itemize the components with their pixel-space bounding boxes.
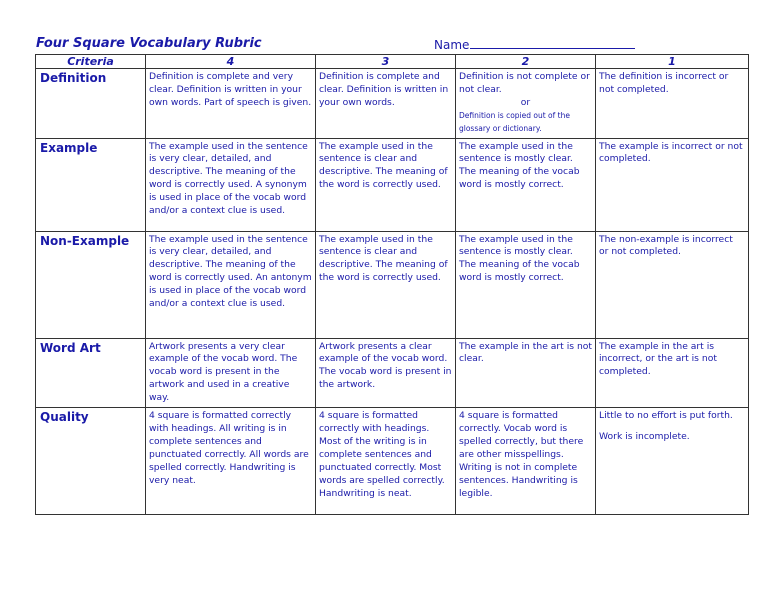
table-row <box>36 138 749 231</box>
criteria-cell: Example <box>36 138 146 231</box>
score-1-text-2: Work is incomplete. <box>599 430 690 442</box>
score-4-cell: The example used in the sentence is very clear, detailed, and descriptive. The meaning of the word is correctly used. An antonym is used in place of the vocab word and/or a context clue is used. <box>146 231 316 338</box>
table-row <box>36 69 749 139</box>
rubric-title: Four Square Vocabulary Rubric <box>36 36 262 51</box>
header-row <box>36 55 749 69</box>
score-2-cell: The example used in the sentence is mostly clear. The meaning of the vocab word is mostly correct. <box>456 138 596 231</box>
score-1-cell: The example in the art is incorrect, or the art is not completed. <box>596 338 749 408</box>
criteria-cell: Definition <box>36 69 146 139</box>
score-1-cell: The non-example is incorrect or not completed. <box>596 231 749 338</box>
score-2-text: Definition is not complete or not clear. <box>459 71 590 95</box>
header-score-1: 1 <box>596 55 749 69</box>
table-row <box>36 338 749 408</box>
name-field <box>434 37 635 52</box>
table-row <box>36 231 749 338</box>
criteria-cell: Non-Example <box>36 231 146 338</box>
name-blank-line <box>470 37 635 49</box>
name-label: Name <box>434 38 470 52</box>
table-row <box>36 408 749 515</box>
criteria-cell: Quality <box>36 408 146 515</box>
rubric-table <box>35 54 749 515</box>
score-4-cell: Artwork presents a very clear example of the vocab word. The vocab word is present in the artwork and used in a creative way. <box>146 338 316 408</box>
score-2-cell: 4 square is formatted correctly. Vocab word is spelled correctly, but there are other misspellings. Writing is not in complete sentences. Handwriting is legible. <box>456 408 596 515</box>
score-3-cell: The example used in the sentence is clear and descriptive. The meaning of the word is correctly used. <box>316 231 456 338</box>
score-2-alt-text: Definition is copied out of the glossary or dictionary. <box>459 110 570 133</box>
score-4-cell: The example used in the sentence is very clear, detailed, and descriptive. The meaning of the word is correctly used. A synonym is used in place of the vocab word and/or a context clue is used. <box>146 138 316 231</box>
header-criteria: Criteria <box>36 55 146 69</box>
score-1-cell: The example is incorrect or not completed. <box>596 138 749 231</box>
score-4-cell: 4 square is formatted correctly with headings. All writing is in complete sentences and punctuated correctly. All words are spelled correctly. Handwriting is very neat. <box>146 408 316 515</box>
score-2-cell <box>456 69 596 139</box>
score-3-cell: Definition is complete and clear. Definition is written in your own words. <box>316 69 456 139</box>
or-text: or <box>520 96 531 108</box>
header-score-4: 4 <box>146 55 316 69</box>
score-3-cell: 4 square is formatted correctly with headings. Most of the writing is in complete sentences and punctuated correctly. Most words are spelled correctly. Handwriting is neat. <box>316 408 456 515</box>
score-1-text: Little to no effort is put forth. <box>599 410 733 422</box>
score-2-cell: The example in the art is not clear. <box>456 338 596 408</box>
score-1-cell: The definition is incorrect or not completed. <box>596 69 749 139</box>
score-2-cell: The example used in the sentence is mostly clear. The meaning of the vocab word is mostly correct. <box>456 231 596 338</box>
header-score-2: 2 <box>456 55 596 69</box>
score-1-cell <box>596 408 749 515</box>
score-4-cell: Definition is complete and very clear. Definition is written in your own words. Part of speech is given. <box>146 69 316 139</box>
header-score-3: 3 <box>316 55 456 69</box>
score-3-cell: Artwork presents a clear example of the vocab word. The vocab word is present in the artwork. <box>316 338 456 408</box>
score-3-cell: The example used in the sentence is clear and descriptive. The meaning of the word is correctly used. <box>316 138 456 231</box>
criteria-cell: Word Art <box>36 338 146 408</box>
